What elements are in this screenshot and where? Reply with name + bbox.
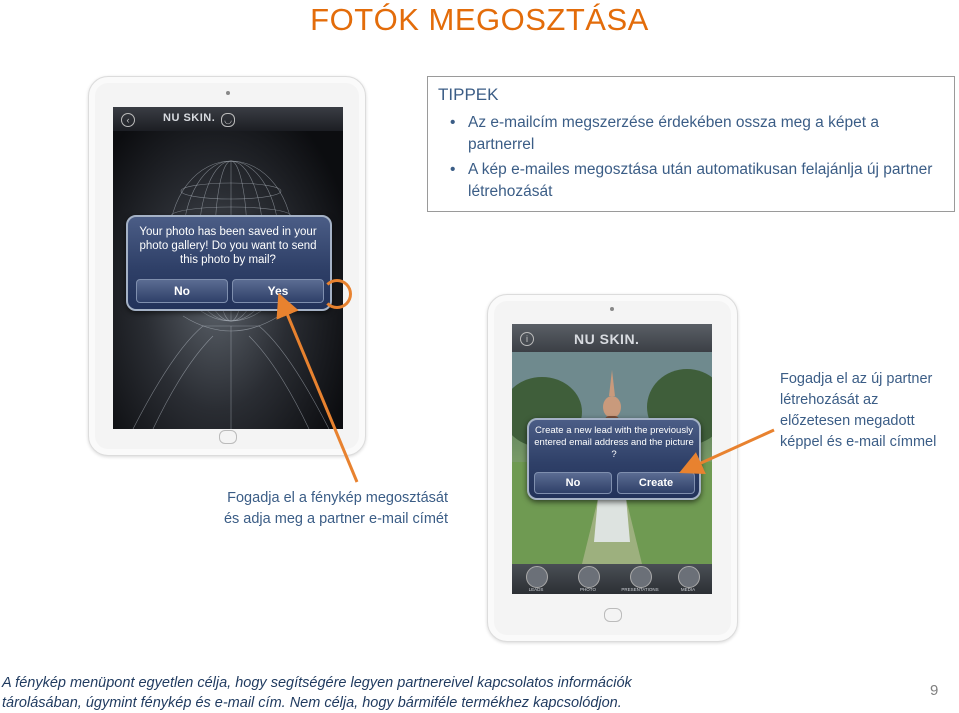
page-number: 9 xyxy=(930,682,939,699)
lips-icon: ◡ xyxy=(221,113,235,127)
annotation-share-photo: Fogadja el a fénykép megosztását és adja meg a partner e-mail címét xyxy=(223,490,448,527)
bullet-icon: • xyxy=(450,161,456,178)
no-button[interactable]: No xyxy=(136,279,228,303)
tab-label: PRESENTATIONS xyxy=(621,587,659,592)
dialog-message: Create a new lead with the previously entered email address and the picture ? xyxy=(534,425,694,460)
nu-skin-logo: NU SKIN. xyxy=(574,331,640,347)
footer-text: A fénykép menüpont egyetlen célja, hogy segítségére legyen partnereivel kapcsolatos információk tárolásában, úgymint fénykép és e-mail cím. Nem célja, hogy bármiféle termékhez kapcsolódjon. xyxy=(2,675,632,711)
arrow-to-yes-icon xyxy=(283,304,357,482)
no-button[interactable]: No xyxy=(534,472,612,494)
info-icon[interactable]: i xyxy=(520,332,534,346)
annotation-create-lead: Fogadja el az új partner létrehozását az előzetesen megadott képpel és e-mail címmel xyxy=(780,371,937,450)
bullet-icon: • xyxy=(450,114,456,131)
arrow-to-create-icon xyxy=(690,430,774,468)
tip-text: A kép e-mailes megosztása után automatikusan felajánlja új partner létrehozását xyxy=(468,161,933,200)
tab-label: PHOTO xyxy=(580,587,596,592)
tab-label: LEADS xyxy=(528,587,544,592)
back-icon[interactable]: ‹ xyxy=(121,113,135,127)
dialog-message: Your photo has been saved in your photo gallery! Do you want to send this photo by mail? xyxy=(139,226,317,266)
create-button[interactable]: Create xyxy=(617,472,695,494)
yes-button[interactable]: Yes xyxy=(232,279,324,303)
tip-text: Az e-mailcím megszerzése érdekében ossza meg a képet a partnerrel xyxy=(468,114,879,153)
tab-label: MEDIA xyxy=(680,587,696,592)
slide-title: FOTÓK MEGOSZTÁSA xyxy=(310,2,649,37)
nu-skin-logo: NU SKIN. xyxy=(163,112,216,124)
tips-title: TIPPEK xyxy=(438,85,499,104)
